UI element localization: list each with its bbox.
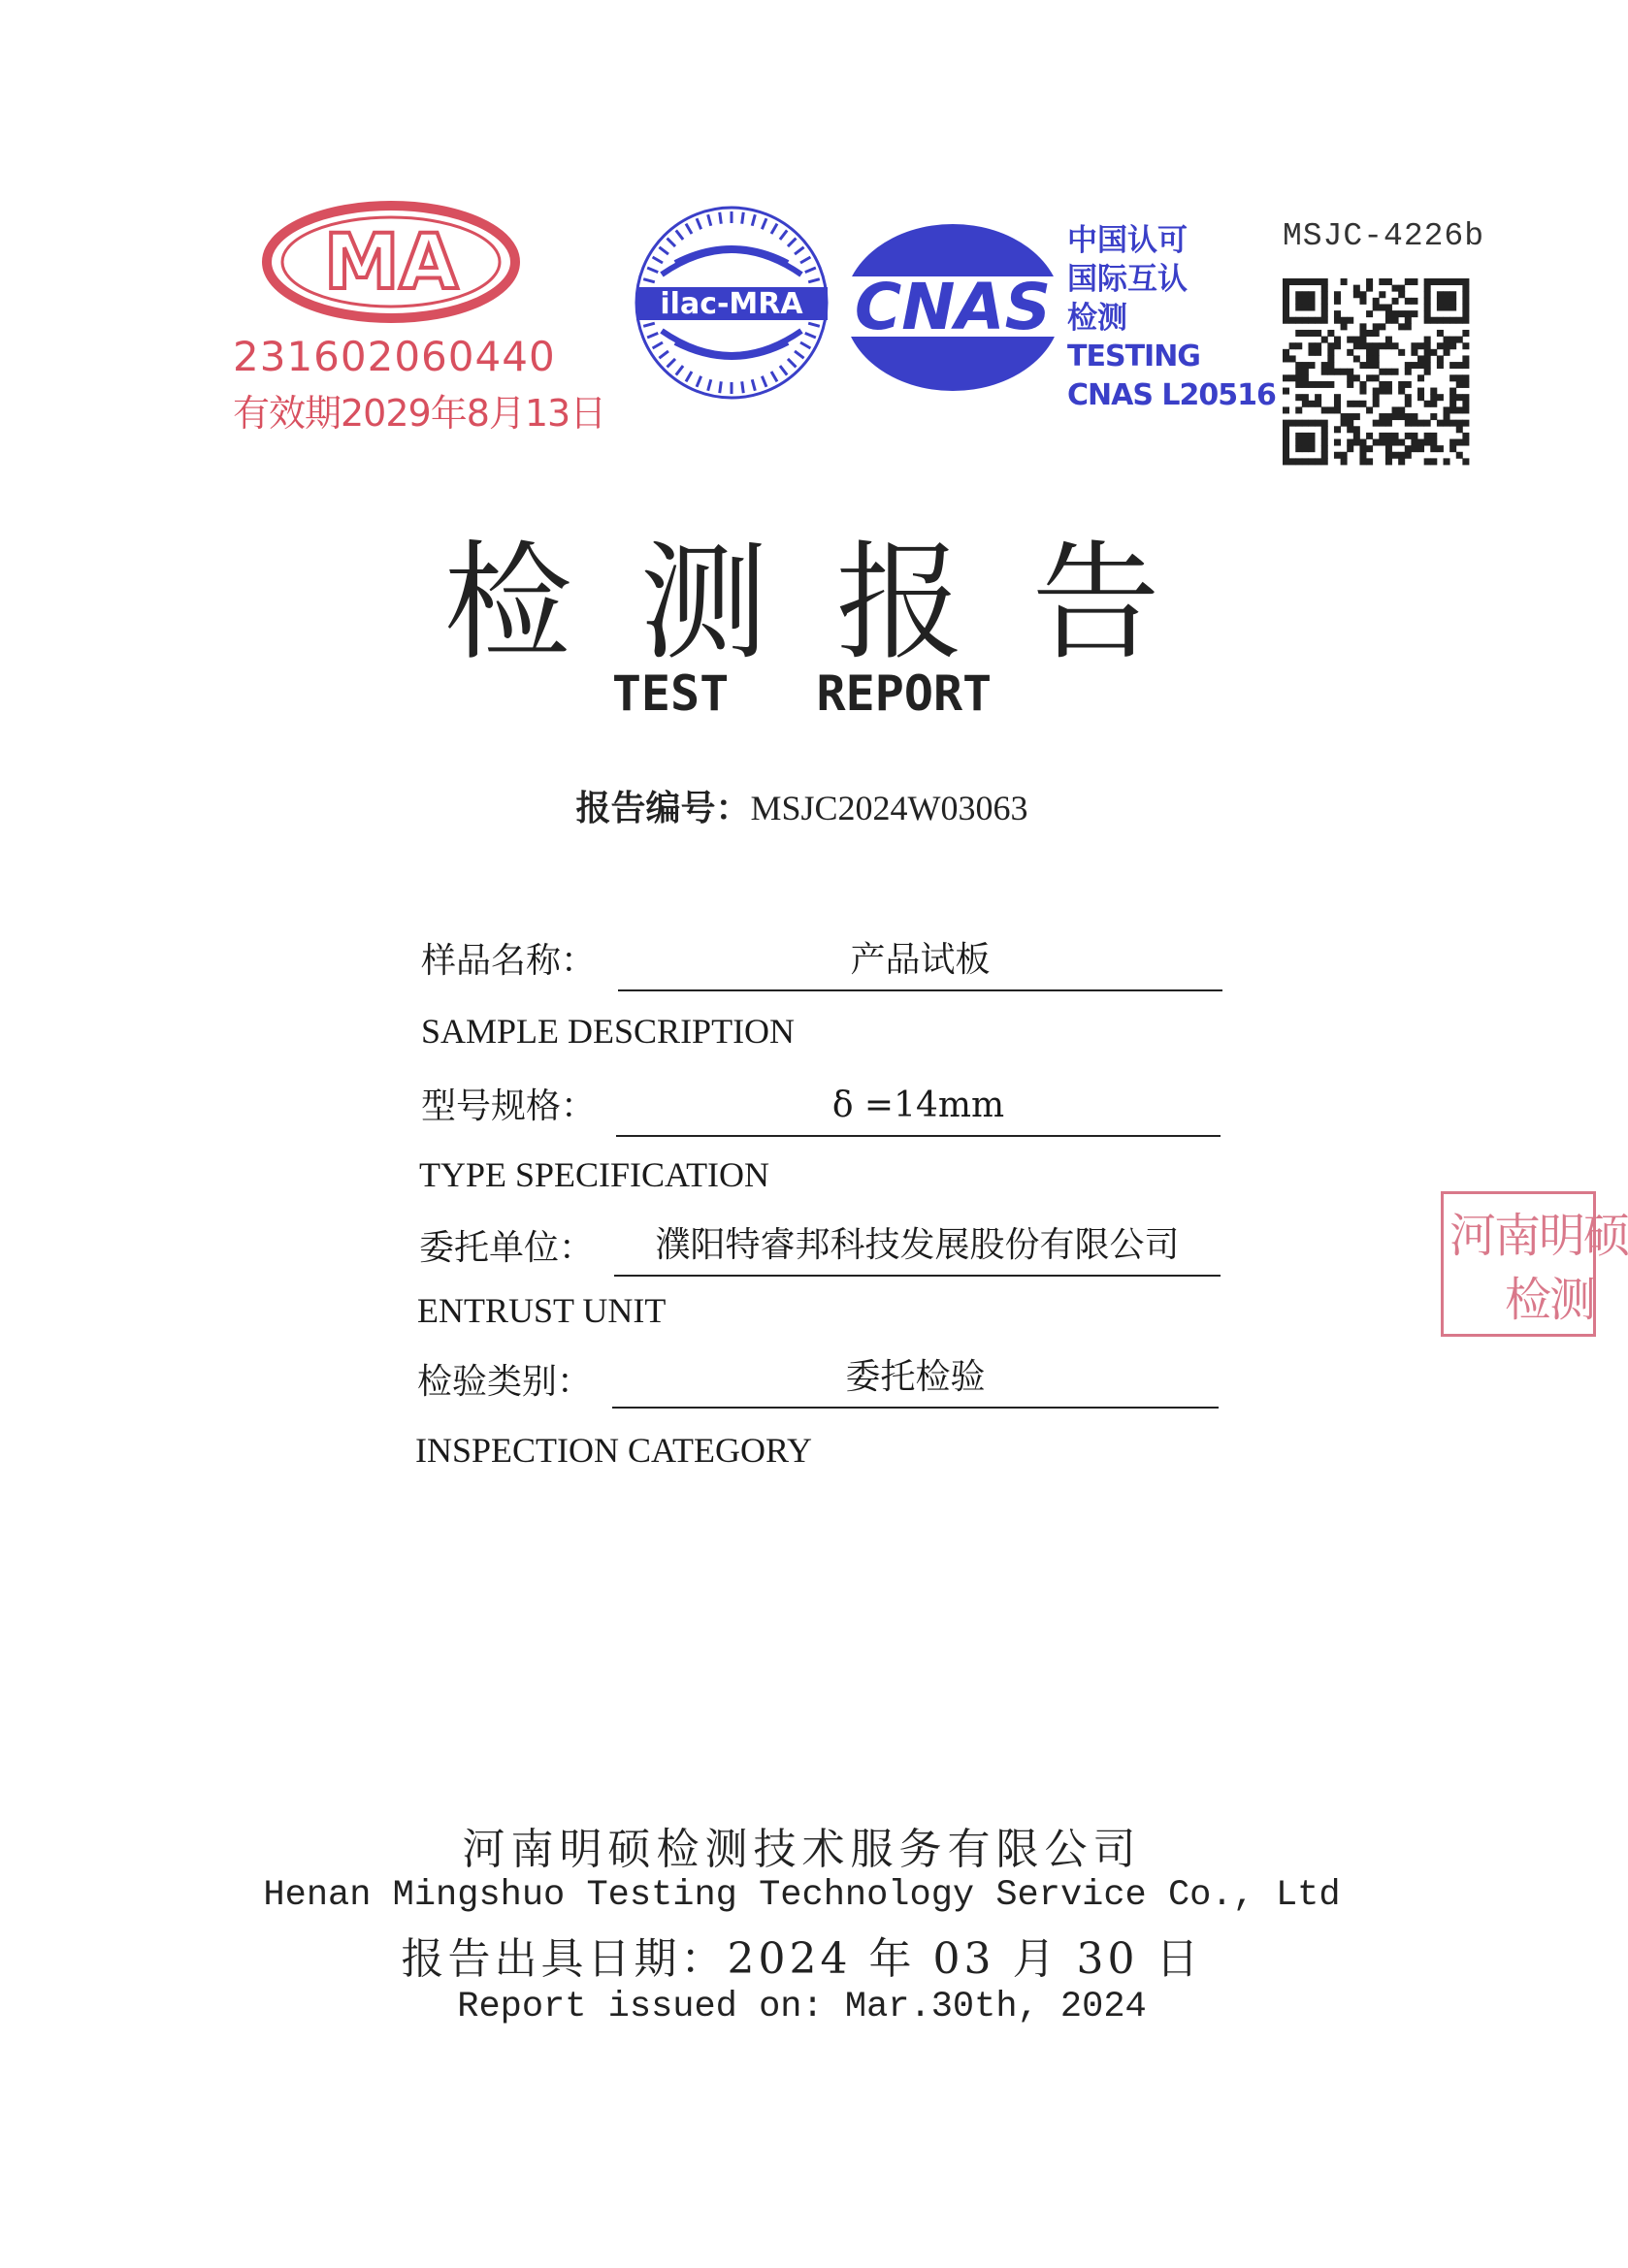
- report-number: [0, 781, 1604, 830]
- issue-date-chinese: 报告出具日期：2024 年 03 月 30 日: [401, 1934, 1203, 1984]
- cnas-en-line2: CNAS L20516: [1067, 378, 1276, 412]
- sample-description-label: SAMPLE DESCRIPTION: [421, 1012, 796, 1051]
- cma-number: 231602060440: [233, 333, 556, 380]
- sample-name-label: 样品名称：: [421, 941, 597, 981]
- cma-stamp: [233, 199, 606, 435]
- ilac-text: ilac-MRA: [660, 287, 803, 321]
- title-chinese: 检测报告: [443, 529, 1228, 678]
- seal-line2: 检测: [1505, 1273, 1595, 1327]
- type-spec-label: 型号规格：: [421, 1086, 597, 1126]
- seal-line1: 河南明硕: [1449, 1209, 1628, 1263]
- cnas-logo: [839, 218, 1067, 398]
- qr-code-icon: [1283, 278, 1469, 465]
- inspection-category-label: 检验类别：: [417, 1362, 593, 1402]
- entrust-unit-value: 濮阳特睿邦科技发展股份有限公司: [614, 1224, 1221, 1277]
- cnas-cn-line1: 中国认可: [1067, 223, 1188, 258]
- cma-logo-icon: [260, 199, 522, 325]
- report-number-value: MSJC2024W03063: [750, 789, 1028, 827]
- type-specification-label: TYPE SPECIFICATION: [419, 1155, 770, 1194]
- company-seal: [1441, 1191, 1628, 1337]
- cnas-accreditation-text: [1067, 221, 1276, 415]
- sample-name-value: 产品试板: [618, 939, 1222, 991]
- cnas-cn-line3: 检测: [1067, 301, 1127, 336]
- cnas-cn-line2: 国际互认: [1067, 262, 1188, 297]
- ilac-mra-icon: [633, 199, 831, 407]
- cnas-logo-icon: [839, 218, 1067, 398]
- issue-date-english: Report issued on: Mar.30th, 2024: [457, 1987, 1147, 2027]
- document-code: MSJC-4226b: [1283, 218, 1485, 254]
- type-spec-value: δ =14mm: [616, 1085, 1221, 1137]
- cma-validity: 有效期2029年8月13日: [233, 392, 606, 435]
- company-name-english: Henan Mingshuo Testing Technology Service Co., Ltd: [263, 1875, 1341, 1916]
- cma-logo-text: MA: [324, 219, 458, 307]
- cnas-logo-text: CNAS: [854, 270, 1052, 344]
- inspection-category-en-label: INSPECTION CATEGORY: [415, 1431, 813, 1470]
- entrust-unit-label: 委托单位：: [419, 1228, 595, 1268]
- entrust-unit-en-label: ENTRUST UNIT: [417, 1291, 667, 1330]
- inspection-category-value: 委托检验: [612, 1356, 1219, 1409]
- ilac-mra-logo: [633, 199, 831, 407]
- title-english: TEST REPORT: [611, 665, 993, 722]
- report-number-label: 报告编号：: [575, 789, 751, 828]
- cnas-en-line1: TESTING: [1067, 340, 1200, 373]
- company-name-chinese: 河南明硕检测技术服务有限公司: [462, 1825, 1142, 1874]
